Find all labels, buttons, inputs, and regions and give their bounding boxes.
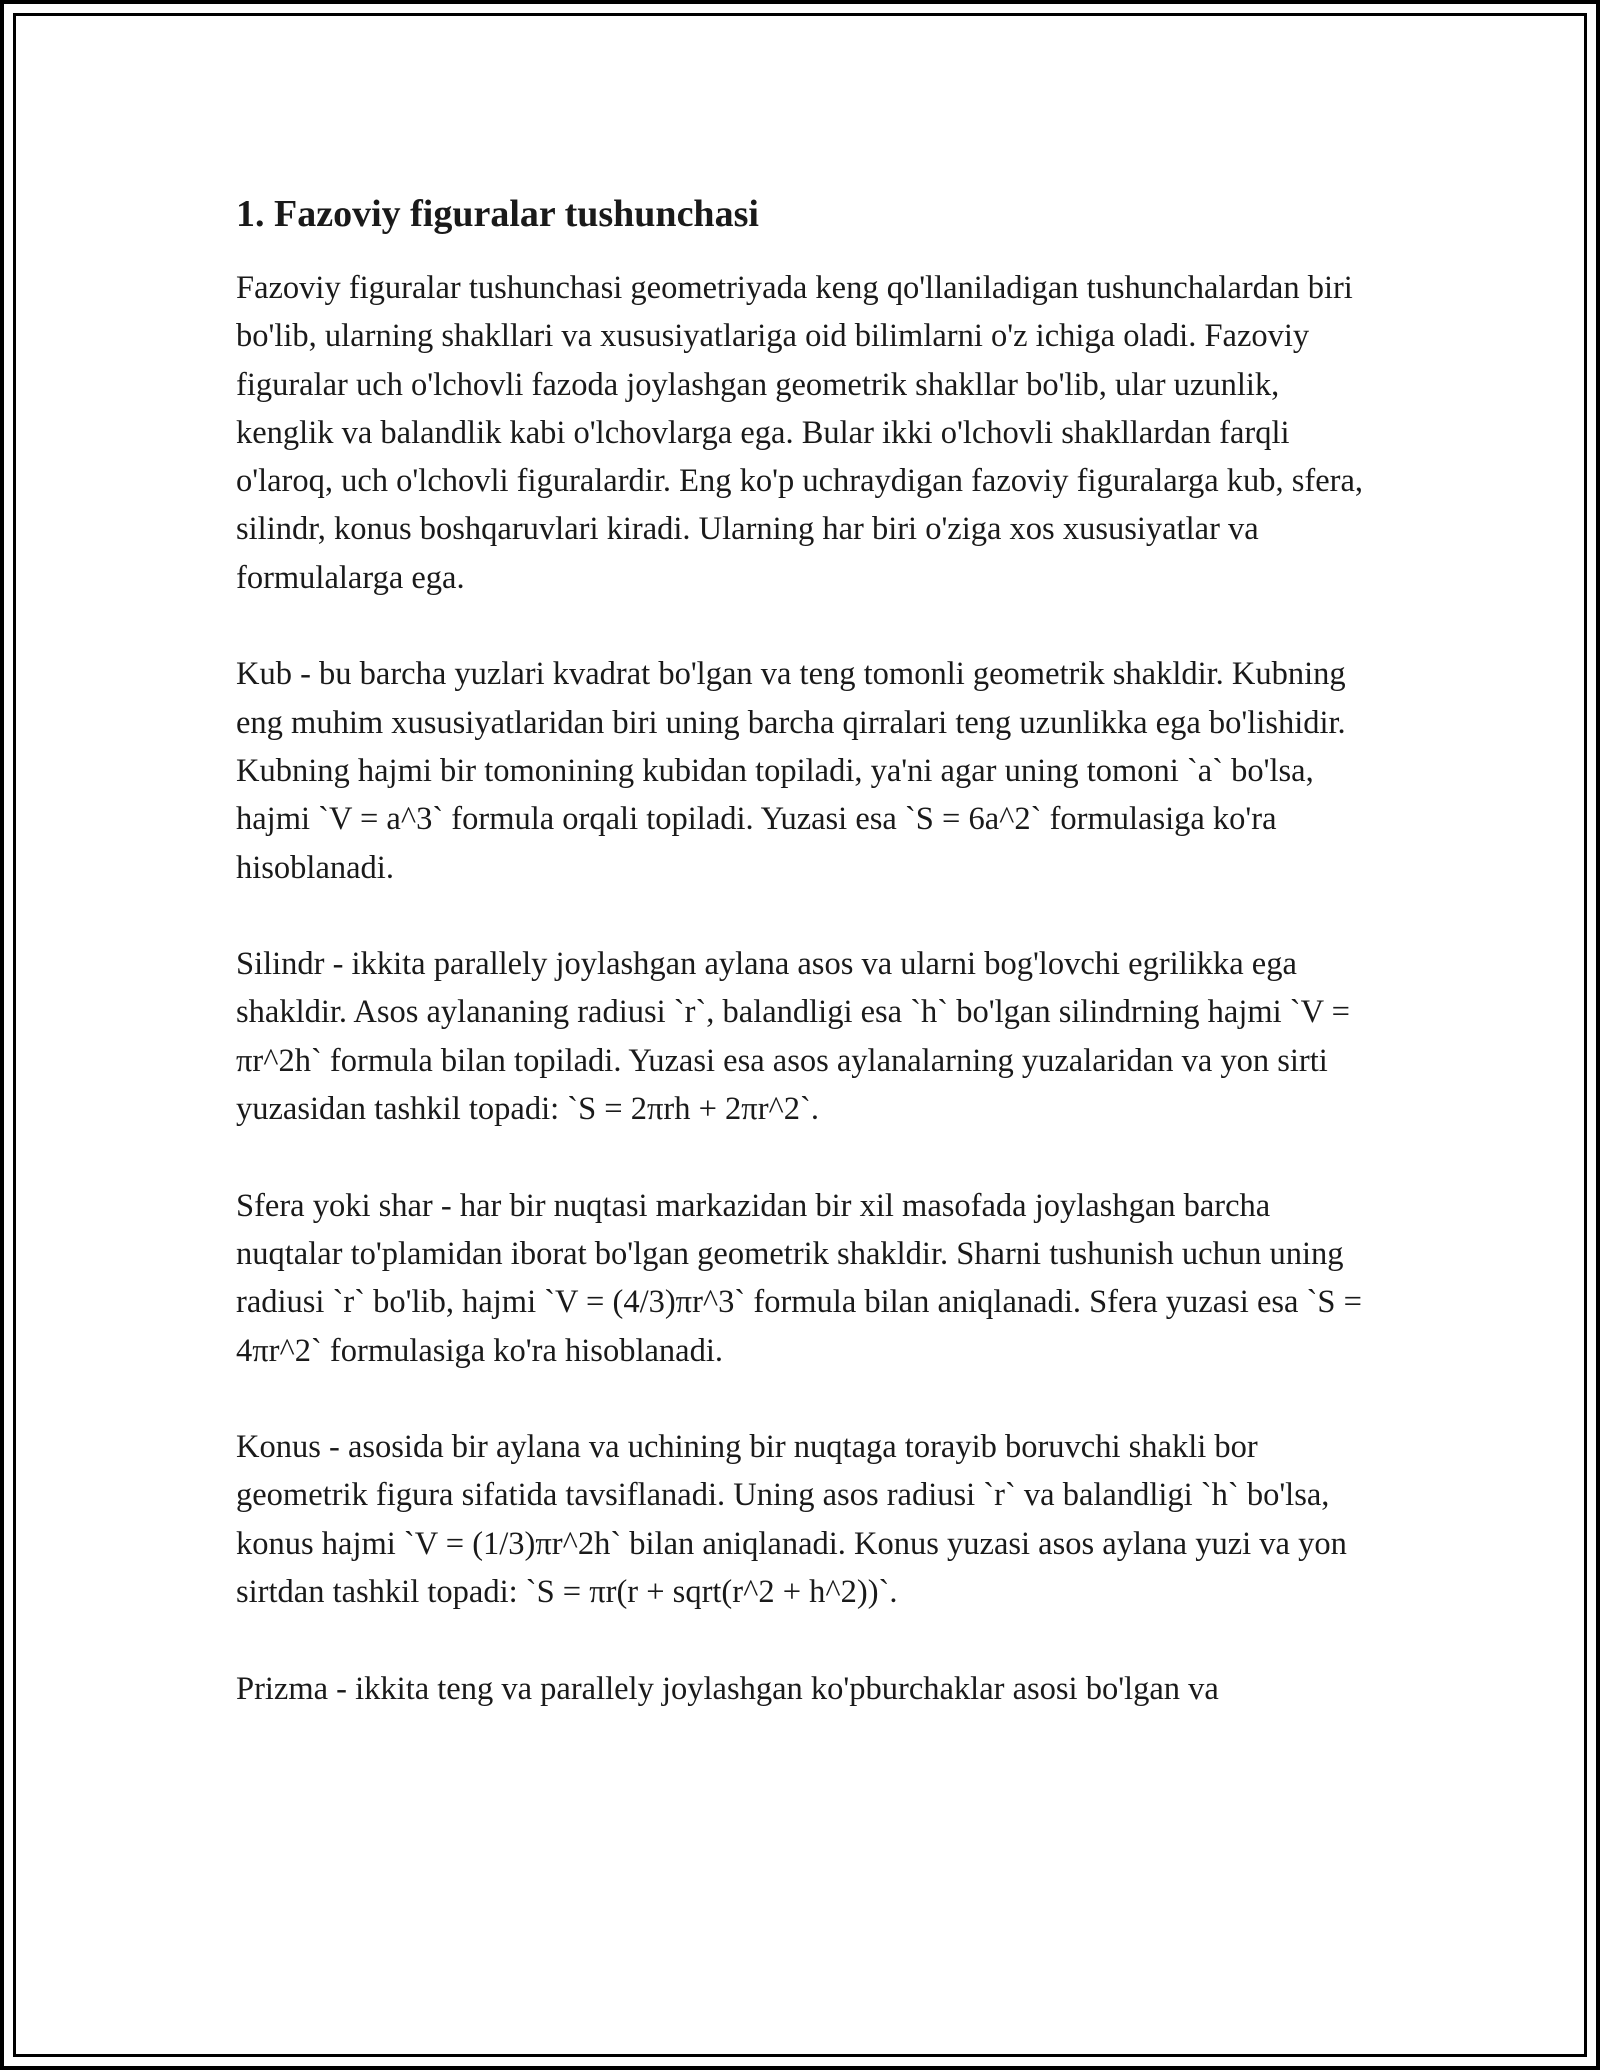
- paragraph-cone: Konus - asosida bir aylana va uchining bir nuqtaga torayib boruvchi shakli bor geometrik figura sifatida tavsiflanadi. Uning asos radiusi `r` va balandligi `h` bo'lsa, konus hajmi `V = (1/3)πr^2h` bilan aniqlanadi. Konus yuzasi asos aylana yuzi va yon sirtdan tashkil topadi: `S = πr(r + sqrt(r^2 + h^2))`.: [236, 1429, 1347, 1611]
- paragraph-intro: Fazoviy figuralar tushunchasi geometriyada keng qo'llaniladigan tushunchalardan biri bo'lib, ularning shakllari va xususiyatlariga oid bilimlarni o'z ichiga oladi. Fazoviy figuralar uch o'lchovli fazoda joylashgan geometrik shakllar bo'lib, ular uzunlik, kenglik va balandlik kabi o'lchovlarga ega. Bular ikki o'lchovli shakllardan farqli o'laroq, uch o'lchovli figuralardir. Eng ko'p uchraydigan fazoviy figuralarga kub, sfera, silindr, konus boshqaruvlari kiradi. Ularning har biri o'ziga xos xususiyatlar va formulalarga ega.: [236, 270, 1364, 596]
- paragraph-sphere: Sfera yoki shar - har bir nuqtasi markazidan bir xil masofada joylashgan barcha nuqtalar to'plamidan iborat bo'lgan geometrik shakldir. Sharni tushunish uchun uning radiusi `r` bo'lib, hajmi `V = (4/3)πr^3` formula bilan aniqlanadi. Sfera yuzasi esa `S = 4πr^2` formulasiga ko'ra hisoblanadi.: [236, 1187, 1362, 1369]
- section-heading: 1. Fazoviy figuralar tushunchasi: [236, 193, 759, 235]
- paragraph-prism: Prizma - ikkita teng va parallely joylashgan ko'pburchaklar asosi bo'lgan va: [236, 1670, 1219, 1707]
- paragraph-cylinder: Silindr - ikkita parallely joylashgan aylana asos va ularni bog'lovchi egrilikka ega shakldir. Asos aylananing radiusi `r`, balandligi esa `h` bo'lgan silindrning hajmi `V = πr^2h` formula bilan topiladi. Yuzasi esa asos aylanalarning yuzalaridan va yon sirti yuzasidan tashkil topadi: `S = 2πrh + 2πr^2`.: [236, 946, 1350, 1128]
- paragraph-cube: Kub - bu barcha yuzlari kvadrat bo'lgan va teng tomonli geometrik shakldir. Kubning eng muhim xususiyatlaridan biri uning barcha qirralari teng uzunlikka ega bo'lishidir. Kubning hajmi bir tomonining kubidan topiladi, ya'ni agar uning tomoni `a` bo'lsa, hajmi `V = a^3` formula orqali topiladi. Yuzasi esa `S = 6a^2` formulasiga ko'ra hisoblanadi.: [236, 656, 1346, 886]
- document-body: [236, 186, 1371, 1761]
